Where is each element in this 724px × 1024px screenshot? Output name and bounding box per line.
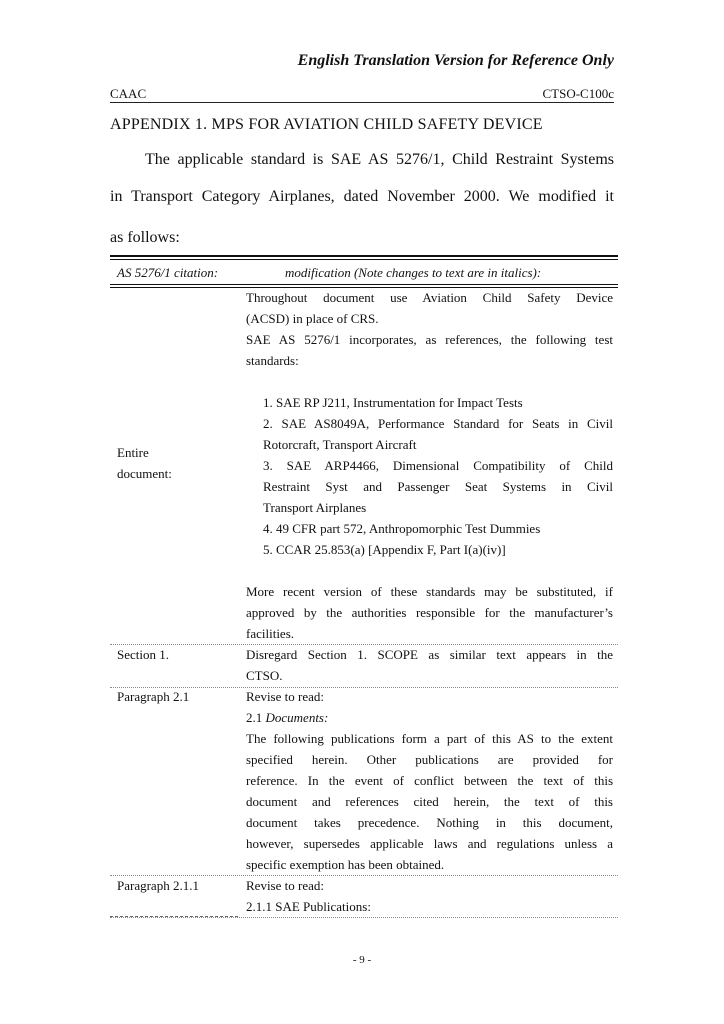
table-bottom-rule-left xyxy=(110,916,238,917)
document-title: English Translation Version for Reference Only xyxy=(297,52,614,69)
table-header-modification: modification (Note changes to text are in italics): xyxy=(285,265,542,280)
intro-line-1: The applicable standard is SAE AS 5276/1, Child Restraint Systems xyxy=(145,151,614,168)
appendix-heading: APPENDIX 1. MPS FOR AVIATION CHILD SAFETY DEVICE xyxy=(110,116,543,133)
header-rule xyxy=(110,102,614,103)
reference-list-item: 2. SAE AS8049A, Performance Standard for Seats in Civil xyxy=(263,416,613,431)
reference-list-item: 4. 49 CFR part 572, Anthropomorphic Test Dummies xyxy=(263,521,541,536)
intro-line-3: as follows: xyxy=(110,229,180,246)
row-paragraph-2-1-label: Paragraph 2.1 xyxy=(117,689,190,704)
table-top-rule xyxy=(110,255,618,257)
table-bottom-rule xyxy=(110,917,618,918)
table-header-rule xyxy=(110,284,618,285)
table-top-rule-inner xyxy=(110,259,618,260)
documents-subheading: Documents: xyxy=(265,710,329,725)
header-document-code: CTSO-C100c xyxy=(542,86,614,101)
table-header-citation: AS 5276/1 citation: xyxy=(117,265,219,280)
row-entire-document-label: Entire document: xyxy=(117,445,172,481)
row-section-1-label: Section 1. xyxy=(117,647,169,662)
row-entire-document-text: Throughout document use Aviation Child Safety Device (ACSD) in place of CRS. SAE AS 5276/1 incorporates, as references, the following test standards: 1. SAE RP J211, Instrumentation for Impact Tests 2. SAE AS8049A, Performance Standard for Seats in Civil Rotorcraft, Transport Aircraft 3. SAE ARP4466, Dimensional Compatibility of Child Restraint Syst and Passenger Seat Systems in Civil Transport Airplanes 4. 49 CFR part 572, Anthropomorphic Test Dummies 5. CCAR 25.853(a) [Appendix F, Part I(a)(iv)] More recent version of these standards may be substituted, if approved by the authorities responsible for the manufacturer’s facilities. xyxy=(246,290,613,641)
reference-list-item: 1. SAE RP J211, Instrumentation for Impact Tests xyxy=(263,395,523,410)
row-paragraph-2-1-text: Revise to read: 2.1 Documents: The following publications form a part of this AS to the extent specified herein. Other publications are provided for reference. In the event of conflict between the text of this document and references cited herein, the text of this document takes precedence. Nothing in this document, however, supersedes applicable laws and regulations unless a specific exemption has been obtained. xyxy=(246,689,613,872)
reference-list-item: 3. SAE ARP4466, Dimensional Compatibility of Child xyxy=(263,458,613,473)
reference-list-item: 5. CCAR 25.853(a) [Appendix F, Part I(a)(iv)] xyxy=(263,542,506,557)
row-paragraph-2-1-1-text: Revise to read: 2.1.1 SAE Publications: xyxy=(246,878,371,914)
row-section-1-text: Disregard Section 1. SCOPE as similar text appears in the CTSO. xyxy=(246,647,613,683)
intro-line-2: in Transport Category Airplanes, dated November 2000. We modified it xyxy=(110,188,614,205)
page-number: - 9 - xyxy=(352,954,372,966)
header-organization: CAAC xyxy=(110,86,147,101)
row-paragraph-2-1-1-label: Paragraph 2.1.1 xyxy=(117,878,199,893)
